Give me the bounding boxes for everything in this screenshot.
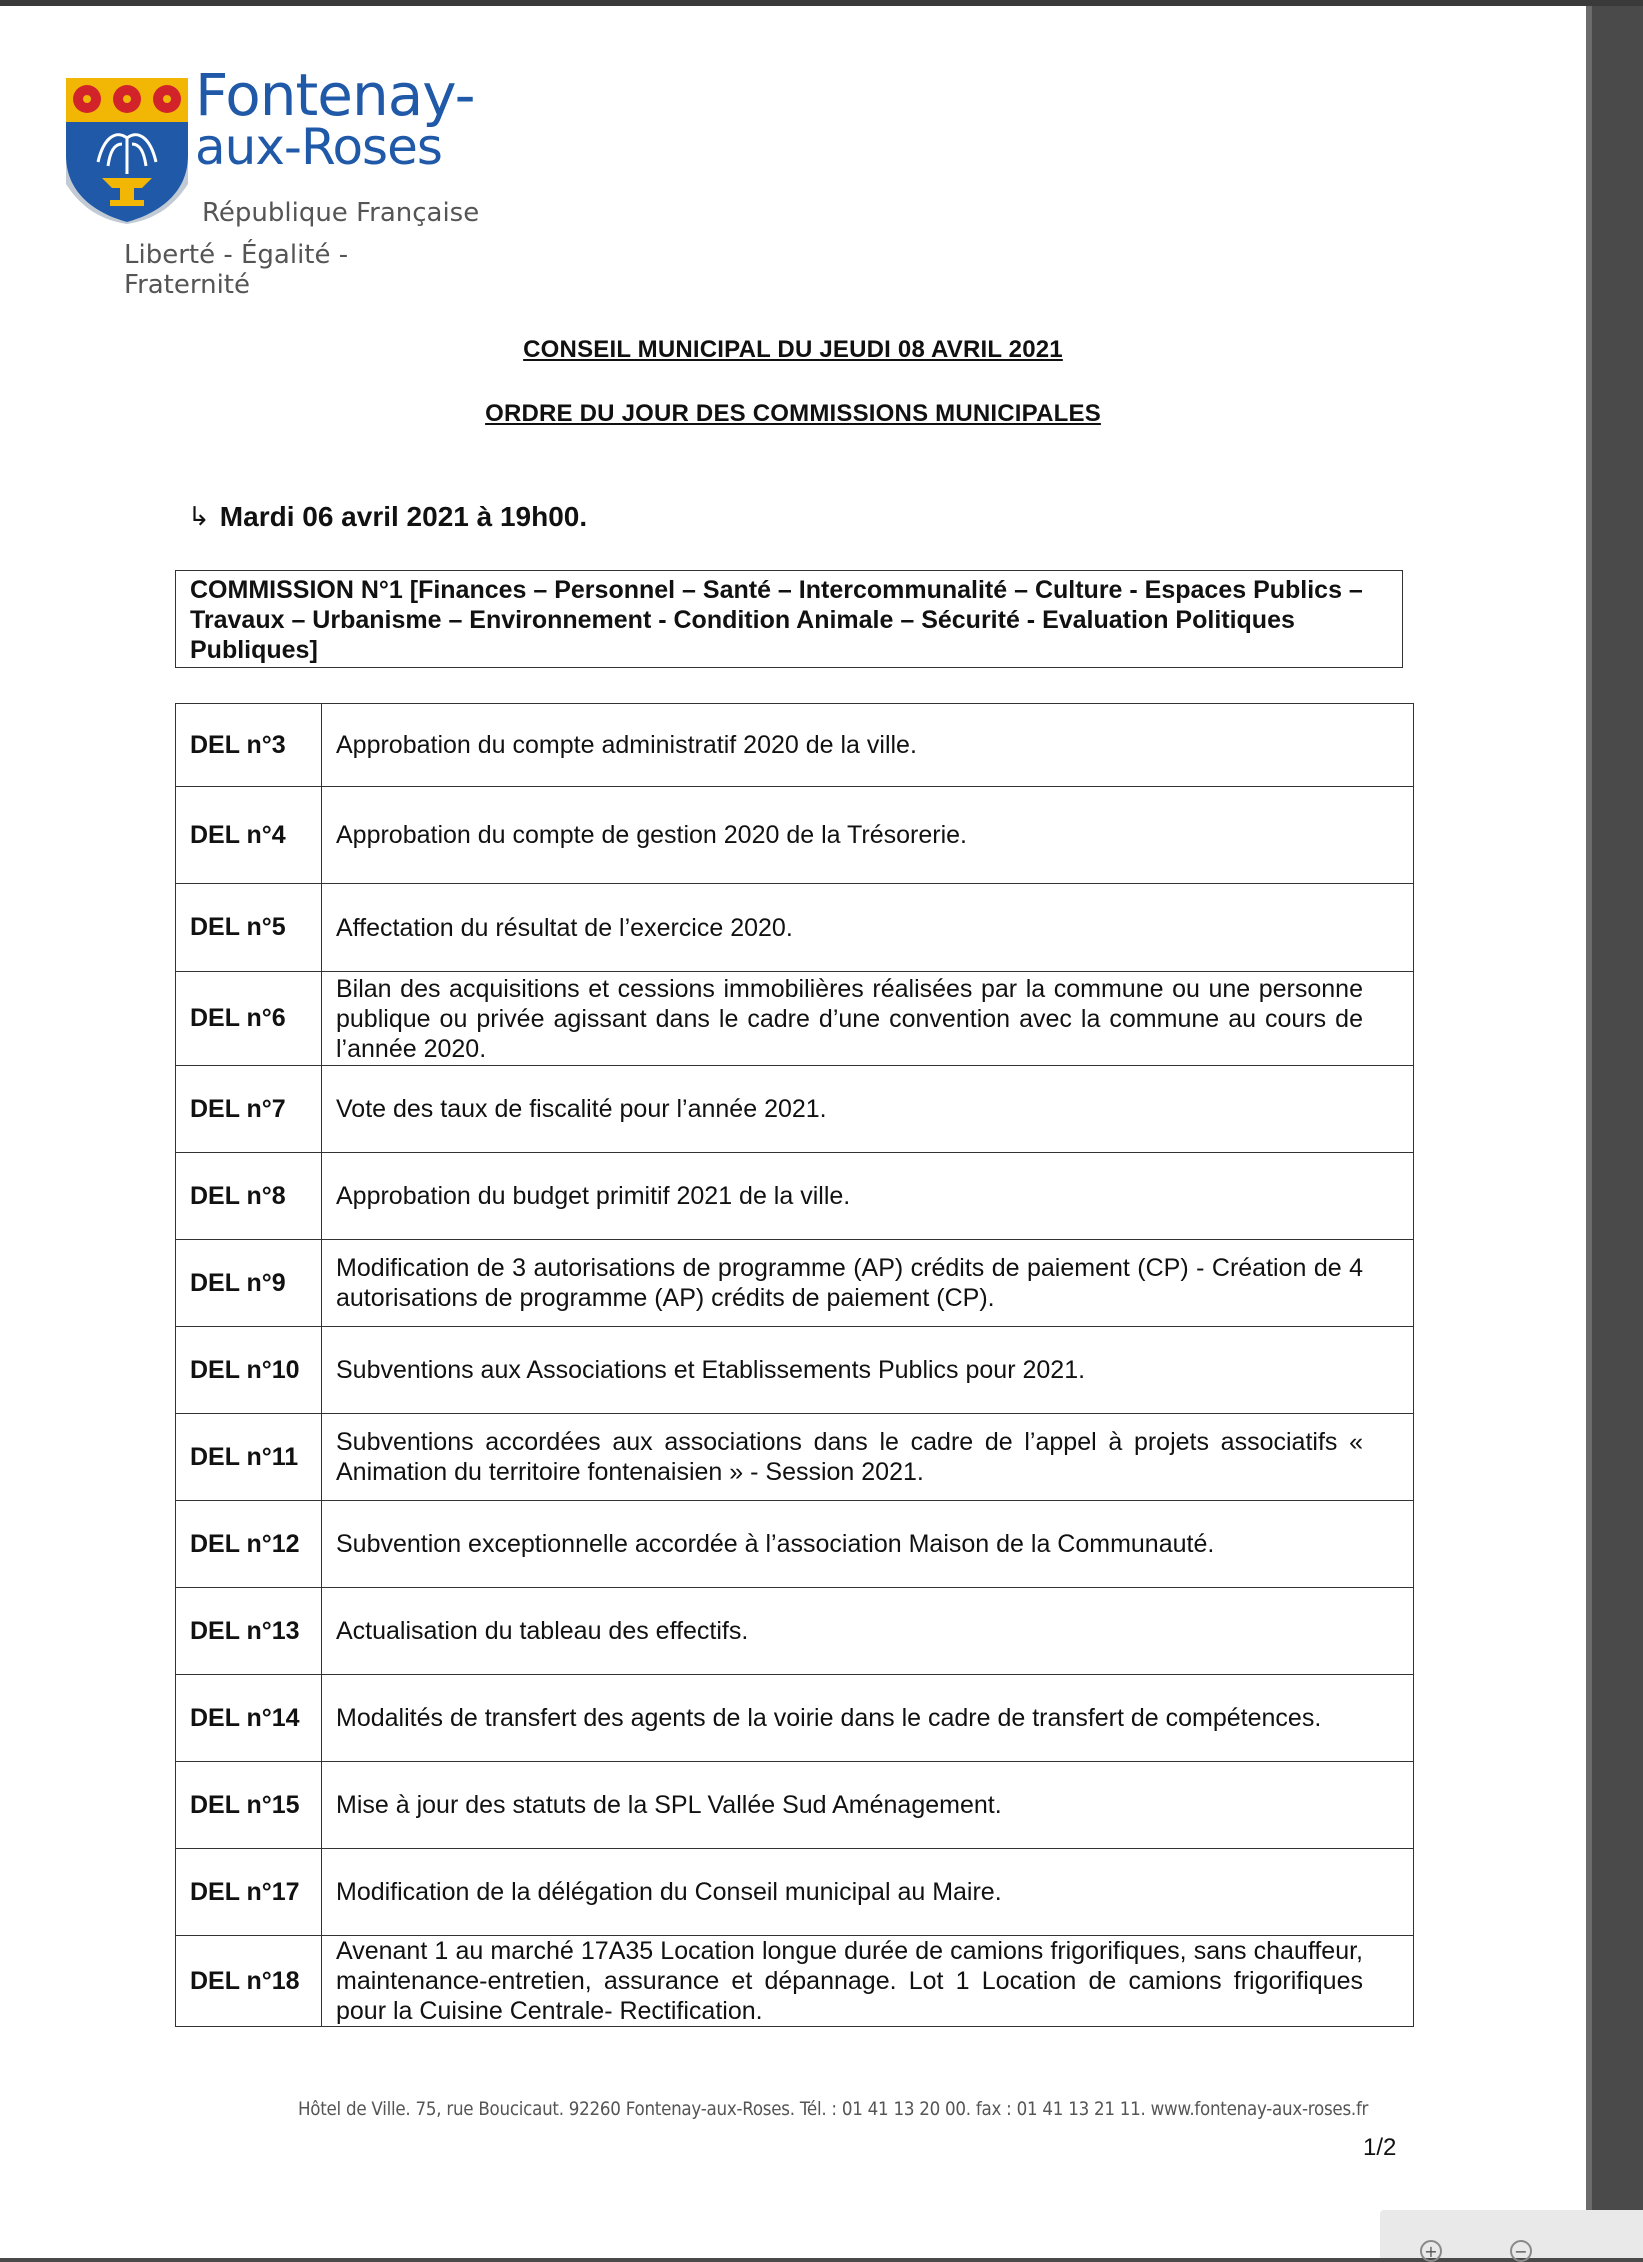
table-row (176, 1066, 1414, 1153)
logo-wordmark-line2: aux-Roses (195, 118, 442, 176)
deliberation-subject: Modification de la délégation du Conseil municipal au Maire. (322, 1849, 1414, 1936)
deliberation-number: DEL n°9 (176, 1240, 322, 1327)
zoom-in-icon[interactable]: + (1420, 2240, 1442, 2262)
deliberation-number: DEL n°6 (176, 972, 322, 1066)
deliberation-number: DEL n°7 (176, 1066, 322, 1153)
deliberation-subject: Subventions accordées aux associations dans le cadre de l’appel à projets associatifs « Animation du territoire fontenaisien » - Session 2021. (322, 1414, 1414, 1501)
table-row (176, 1762, 1414, 1849)
table-row (176, 1588, 1414, 1675)
footer-address: Hôtel de Ville. 75, rue Boucicaut. 92260 Fontenay-aux-Roses. Tél. : 01 41 13 20 00. fax : 01 41 13 21 11. www.fontenay-aux-roses.fr (297, 2098, 1369, 2120)
coat-of-arms-icon (62, 74, 192, 224)
deliberation-number: DEL n°4 (176, 787, 322, 884)
table-row (176, 1849, 1414, 1936)
document-subtitle: ORDRE DU JOUR DES COMMISSIONS MUNICIPALES (485, 400, 1101, 427)
deliberation-subject: Approbation du budget primitif 2021 de la ville. (322, 1153, 1414, 1240)
meeting-date-text: Mardi 06 avril 2021 à 19h00. (219, 501, 588, 532)
deliberation-number: DEL n°11 (176, 1414, 322, 1501)
table-row (176, 1240, 1414, 1327)
republic-label: République Française (202, 198, 480, 228)
deliberation-subject: Mise à jour des statuts de la SPL Vallée Sud Aménagement. (322, 1762, 1414, 1849)
deliberation-subject: Affectation du résultat de l’exercice 2020. (322, 884, 1414, 972)
deliberation-subject: Modification de 3 autorisations de programme (AP) crédits de paiement (CP) - Création de 4 autorisations de programme (AP) crédits de paiement (CP). (322, 1240, 1414, 1327)
deliberation-subject: Modalités de transfert des agents de la voirie dans le cadre de transfert de compétences. (322, 1675, 1414, 1762)
deliberations-table (175, 703, 1414, 2027)
page-number: 1/2 (1363, 2134, 1397, 2161)
deliberation-subject: Subventions aux Associations et Etablissements Publics pour 2021. (322, 1327, 1414, 1414)
page-footer (0, 2098, 1586, 2120)
deliberation-number: DEL n°8 (176, 1153, 322, 1240)
table-row (176, 1675, 1414, 1762)
deliberation-number: DEL n°5 (176, 884, 322, 972)
deliberation-number: DEL n°14 (176, 1675, 322, 1762)
deliberation-number: DEL n°3 (176, 704, 322, 787)
viewer-zoom-panel (1380, 2210, 1643, 2261)
table-row (176, 884, 1414, 972)
deliberation-number: DEL n°10 (176, 1327, 322, 1414)
document-title: CONSEIL MUNICIPAL DU JEUDI 08 AVRIL 2021 (523, 336, 1063, 363)
deliberation-number: DEL n°12 (176, 1501, 322, 1588)
city-logo (62, 61, 482, 300)
deliberation-subject: Approbation du compte administratif 2020 de la ville. (322, 704, 1414, 787)
deliberation-subject: Bilan des acquisitions et cessions immobilières réalisées par la commune ou une personne publique ou privée agissant dans le cadre d’une convention avec la commune au cours de l’année 2020. (322, 972, 1414, 1066)
table-row (176, 1501, 1414, 1588)
deliberation-subject: Approbation du compte de gestion 2020 de la Trésorerie. (322, 787, 1414, 884)
document-page (0, 6, 1586, 2258)
arrow-down-right-icon: ↳ (188, 502, 210, 532)
table-row (176, 704, 1414, 787)
table-row (176, 1414, 1414, 1501)
commission-header: COMMISSION N°1 [Finances – Personnel – Santé – Intercommunalité – Culture - Espaces Publics – Travaux – Urbanisme – Environnement - Condition Animale – Sécurité - Evaluation Politiques Publiques] (175, 570, 1403, 668)
deliberation-subject: Vote des taux de fiscalité pour l’année 2021. (322, 1066, 1414, 1153)
deliberation-number: DEL n°15 (176, 1762, 322, 1849)
logo-wordmark-line1: Fontenay- (195, 61, 475, 129)
national-motto: Liberté - Égalité - Fraternité (124, 240, 349, 300)
deliberation-number: DEL n°18 (176, 1936, 322, 2027)
page-edge-shadow (1586, 6, 1592, 2258)
deliberation-subject: Actualisation du tableau des effectifs. (322, 1588, 1414, 1675)
deliberation-number: DEL n°17 (176, 1849, 322, 1936)
zoom-out-icon[interactable]: − (1510, 2240, 1532, 2262)
deliberation-number: DEL n°13 (176, 1588, 322, 1675)
meeting-date (188, 501, 587, 533)
table-row (176, 972, 1414, 1066)
deliberation-subject: Subvention exceptionnelle accordée à l’association Maison de la Communauté. (322, 1501, 1414, 1588)
table-row (176, 1936, 1414, 2027)
table-row (176, 787, 1414, 884)
table-row (176, 1327, 1414, 1414)
table-row (176, 1153, 1414, 1240)
deliberation-subject: Avenant 1 au marché 17A35 Location longue durée de camions frigorifiques, sans chauffeur, maintenance-entretien, assurance et dépannage. Lot 1 Location de camions frigorifiques pour la Cuisine Centrale- Rectification. (322, 1936, 1414, 2027)
